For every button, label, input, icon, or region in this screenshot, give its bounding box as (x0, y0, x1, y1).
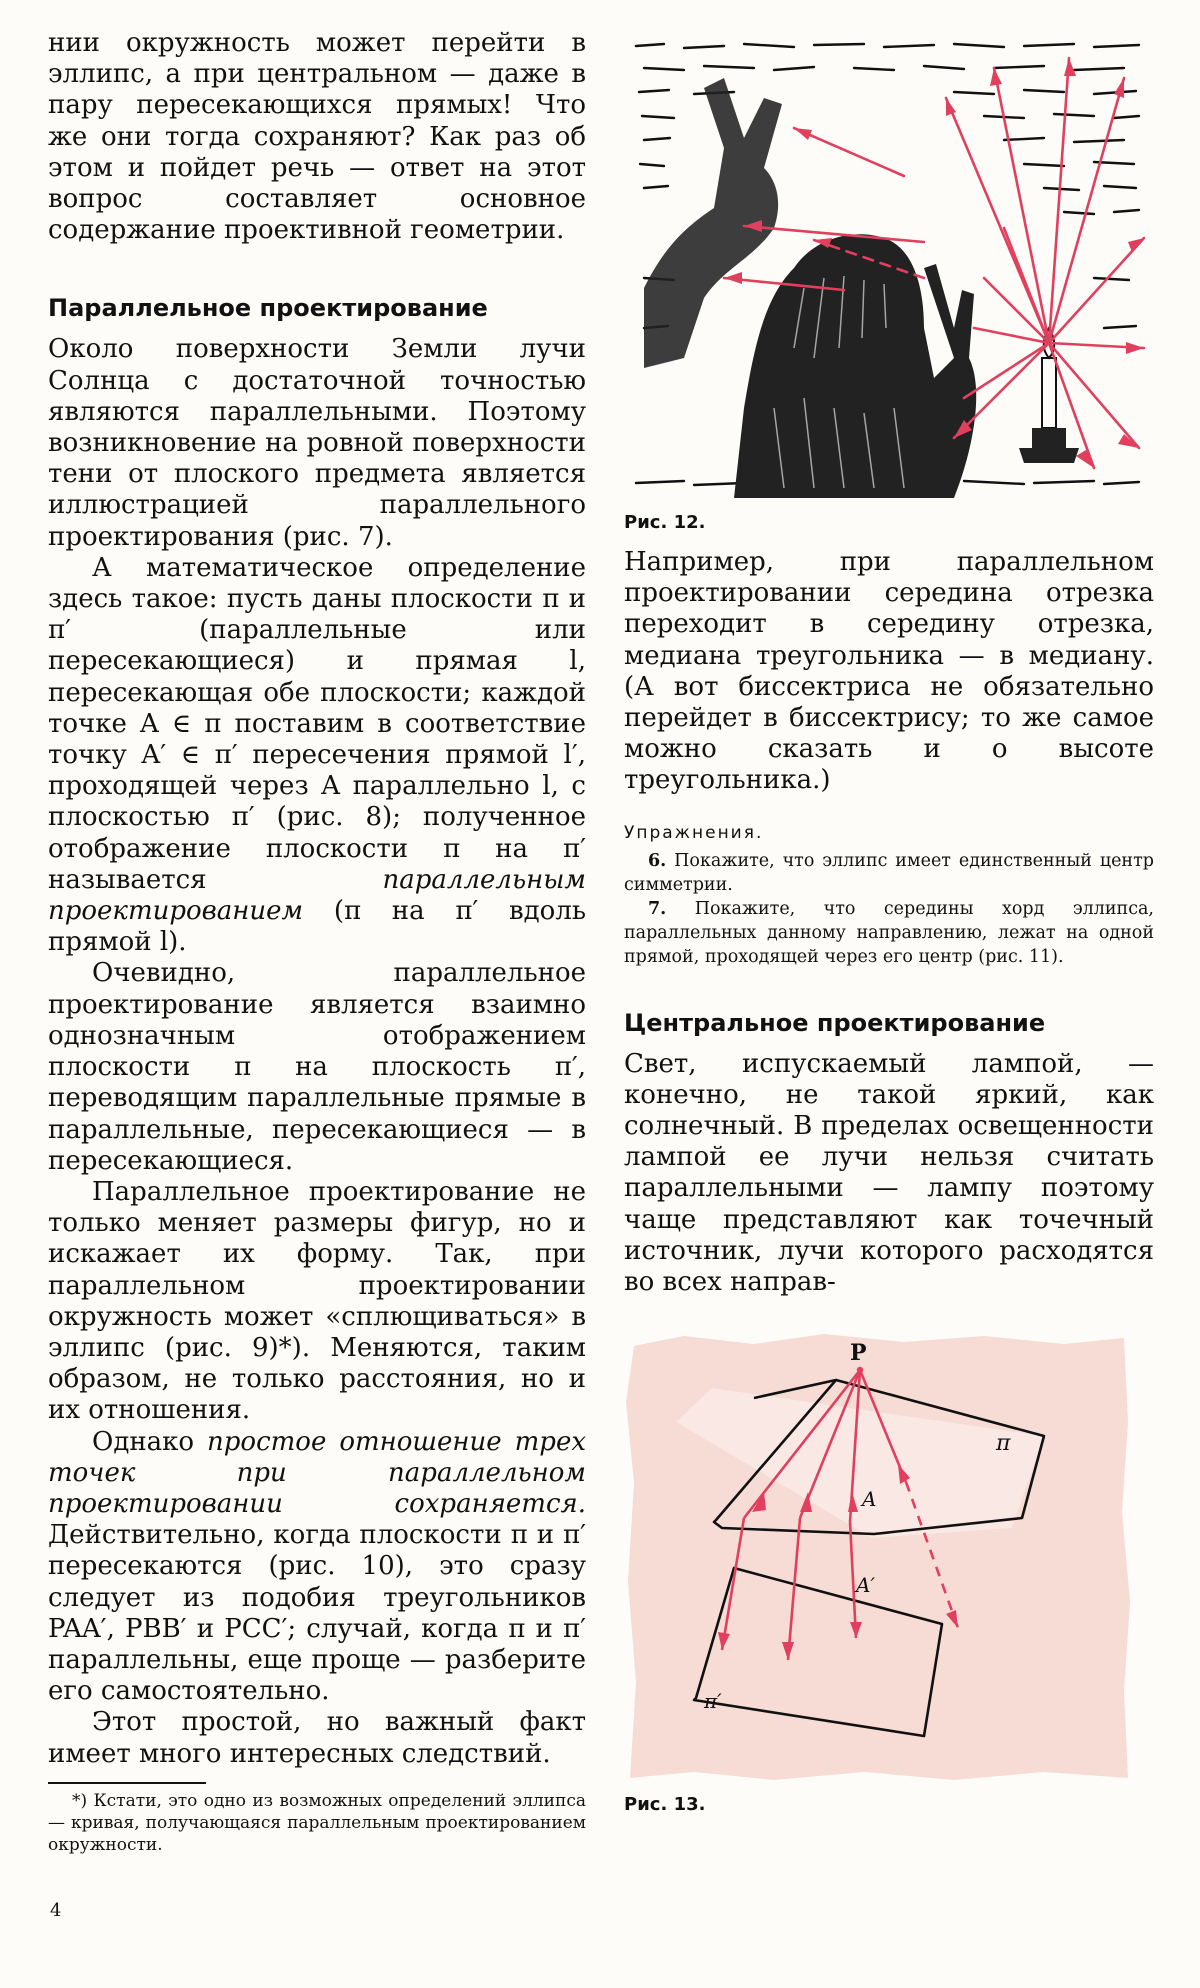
figure-13 (624, 1332, 1132, 1784)
paragraph-sun-rays: Около поверхности Земли лучи Солнца с достаточной точностью являются параллельными. Поэтому возникновение на ровной поверхности тени от плоского предмета является иллюстрацией параллельного проектирования (рис. 7). (48, 334, 586, 552)
figure-12 (624, 28, 1154, 498)
label-P: P (850, 1340, 867, 1367)
term-simple-ratio: простое отношение трех точек при параллельном проектировании сохраняется. (48, 1426, 586, 1519)
figure-12-illustration (624, 28, 1154, 498)
footnote-rule (48, 1782, 206, 1784)
exercise-7: 7. Покажите, что середины хорд эллипса, параллельных данному направлению, лежат на одной прямой, проходящей через его центр (рис. 11). (624, 898, 1154, 967)
label-pi: π (996, 1431, 1011, 1457)
paragraph-bijection: Очевидно, параллельное проектирование является взаимно однозначным отображением плоскости π на плоскость π′, переводящим параллельные прямые в параллельные, пересекающиеся — в пересекающиеся. (48, 958, 586, 1176)
page-number: 4 (50, 1900, 62, 1921)
paragraph-consequences: Этот простой, но важный факт имеет много интересных следствий. (48, 1707, 586, 1769)
figure-13-illustration (624, 1332, 1132, 1784)
right-column (624, 28, 1154, 1815)
heading-central-projection: Центральное проектирование (624, 1008, 1046, 1037)
paragraph-distortion: Параллельное проектирование не только меняет размеры фигур, но и искажает их форму. Так, при параллельном проектировании окружность может «сплющиваться» в эллипс (рис. 9)*). Меняются, таким образом, не только расстояния, но и их отношения. (48, 1176, 586, 1426)
paragraph-simple-ratio: Однако простое отношение трех точек при параллельном проектировании сохраняется. Действительно, когда плоскости π и π′ пересекаются (рис. 10), это сразу следует из подобия треугольников PAA′, PBB′ и PCC′; случай, когда π и π′ параллельны, еще проще — разберите его самостоятельно. (48, 1426, 586, 1707)
paragraph-midpoint: Например, при параллельном проектировании середина отрезка переходит в середину отрезка, медиана треугольника — в медиану. (А вот биссектриса не обязательно перейдет в биссектрису; то же самое можно сказать и о высоте треугольника.) (624, 547, 1154, 796)
left-column (48, 28, 586, 1856)
exercises-title: Упражнения. (624, 822, 764, 843)
heading-parallel-projection: Параллельное проектирование (48, 294, 488, 323)
paragraph-definition: А математическое определение здесь такое: пусть даны плоскости π и π′ (параллельные или пересекающиеся) и прямая l, пересекающая обе плоскости; каждой точке A ∈ π поставим в соответствие точку A′ ∈ π′ пересечения прямой l′, проходящей через A параллельно l, с плоскостью π′ (рис. 8); полученное отображение плоскости π на π′ называется параллельным проектированием (π на π′ вдоль прямой l). (48, 552, 586, 958)
figure-13-caption: Рис. 13. (624, 1794, 706, 1816)
figure-12-caption: Рис. 12. (624, 512, 706, 533)
paragraph-intro-end: нии окружность может перейти в эллипс, а при центральном — даже в пару пересекающихся прямых! Что же они тогда сохраняют? Как раз об этом и пойдет речь — ответ на этот вопрос составляет основное содержание проективной геометрии. (48, 28, 586, 246)
term-parallel-projection: параллельным проектированием (48, 864, 586, 927)
paragraph-lamp: Свет, испускаемый лампой, — конечно, не такой яркий, как солнечный. В пределах освещенности лампой ее лучи нельзя считать параллельными — лампу поэтому чаще представляют как точечный источник, лучи которого расходятся во всех направ- (624, 1048, 1154, 1298)
label-pi-prime: π′ (704, 1689, 722, 1714)
label-A: A (862, 1487, 877, 1512)
exercise-6: 6. Покажите, что эллипс имеет единственный центр симметрии. (624, 850, 1154, 895)
footnote: *) Кстати, это одно из возможных определений эллипса — кривая, получающаяся параллельным проектированием окружности. (48, 1790, 586, 1855)
label-A-prime: A′ (856, 1573, 875, 1598)
